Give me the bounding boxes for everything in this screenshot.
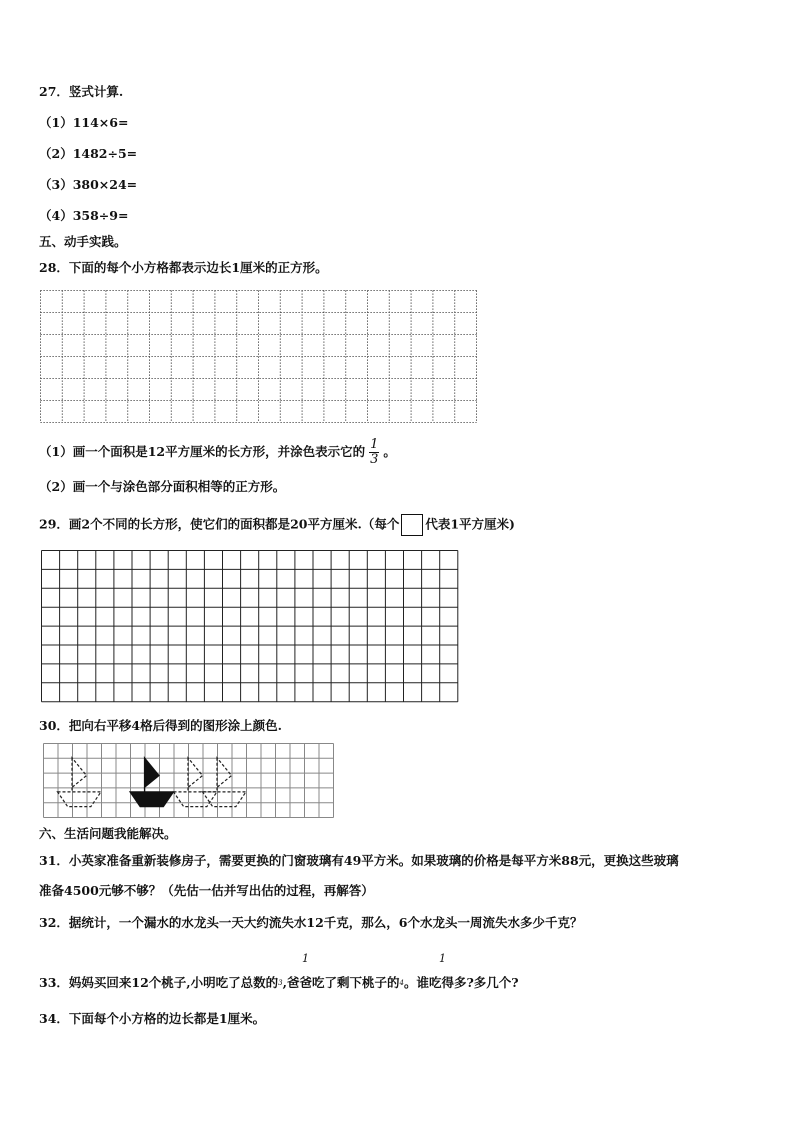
unit-square-icon [401,514,423,536]
q33-part-1: 33．妈妈买回来12个桃子,小明吃了总数的 [39,975,279,990]
q33-fraction-1-denominator: 3 [278,979,283,987]
q28-part-1-end: 。 [383,444,396,459]
section-6-heading: 六、生活问题我能解决。 [39,826,177,841]
boat-sail-outline [188,758,203,788]
boat-outline [58,758,102,807]
boat-sail-filled [145,758,160,788]
boat-hull-outline [58,792,102,807]
q33-part-3: 。谁吃得多?多几个? [403,975,519,990]
q29-grid [41,550,458,702]
q29-title-end: 代表1平方厘米) [425,516,515,532]
q28-part-1 [39,438,396,467]
q28-dotted-grid [40,290,477,423]
q27-item-2: （2）1482÷5= [39,146,138,161]
boat-outline [203,758,247,807]
fraction-denominator: 3 [370,452,379,467]
q31-line-1: 31．小英家准备重新装修房子，需要更换的门窗玻璃有49平方米。如果玻璃的价格是每平方米88元，更换这些玻璃 [39,853,679,868]
q33-fraction-2-numerator: 1 [439,952,446,965]
q33-fraction-1-numerator: 1 [302,952,309,965]
section-5-heading: 五、动手实践。 [39,234,127,249]
boat-sail-outline [72,758,87,788]
q27-item-3: （3）380×24= [39,177,138,192]
boat-filled [130,758,174,807]
q33-part-2: ,爸爸吃了剩下桃子的 [282,975,400,990]
q28-title: 28．下面的每个小方格都表示边长1厘米的正方形。 [39,260,328,275]
q30-boat-grid [43,743,334,818]
boat-outline [174,758,218,807]
q27-item-1: （1）114×6= [39,115,129,130]
q27-title: 27．竖式计算. [39,84,124,99]
q33-fraction-2-denominator: 4 [399,979,404,987]
q28-part-2: （2）画一个与涂色部分面积相等的正方形。 [39,479,286,494]
q34-text: 34．下面每个小方格的边长都是1厘米。 [39,1011,266,1026]
q29-title [39,514,515,536]
q28-part-1-text: （1）画一个面积是12平方厘米的长方形，并涂色表示它的 [39,444,366,459]
fraction-numerator: 1 [370,437,379,452]
q31-line-2: 准备4500元够不够？（先估一估并写出估的过程，再解答） [39,883,374,898]
q33-text [39,975,519,991]
q30-title: 30．把向右平移4格后得到的图形涂上颜色. [39,718,282,733]
q29-title-text: 29．画2个不同的长方形，使它们的面积都是20平方厘米.（每个 [39,516,400,532]
boat-sail-outline [217,758,232,788]
q32-text: 32．据统计，一个漏水的水龙头一天大约流失水12千克，那么，6个水龙头一周流失水多少千克？ [39,915,583,930]
q27-item-4: （4）358÷9= [39,208,129,223]
fraction-one-third [369,438,379,467]
boat-hull-outline [203,792,247,807]
boat-hull-filled [130,792,174,807]
